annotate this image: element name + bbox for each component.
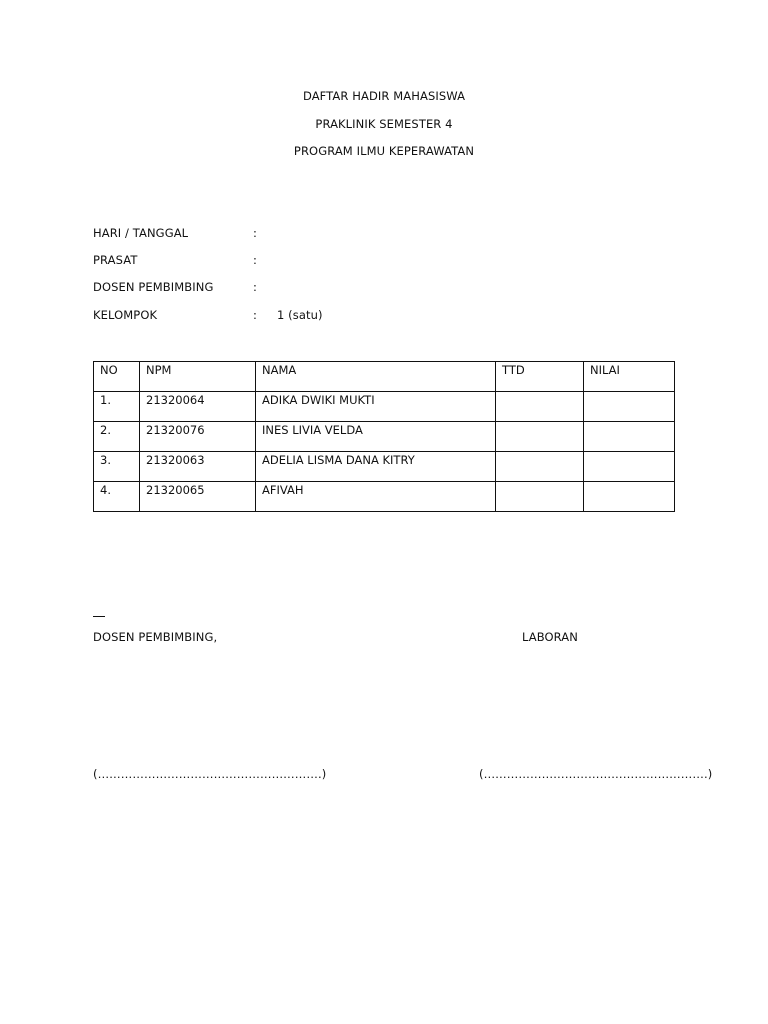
- signature-line-supervisor: (………………………………………………….): [93, 767, 327, 781]
- document-title: DAFTAR HADIR MAHASISWA: [302, 89, 466, 103]
- field-label-prasat: PRASAT: [93, 253, 138, 267]
- cell-nilai: [584, 482, 675, 512]
- document-program: PROGRAM ILMU KEPERAWATAN: [293, 144, 475, 158]
- header-no: NO: [94, 362, 140, 392]
- attendance-table: [93, 361, 675, 512]
- header-nilai: NILAI: [584, 362, 675, 392]
- cell-nilai: [584, 452, 675, 482]
- cell-nilai: [584, 422, 675, 452]
- cell-ttd: [496, 392, 584, 422]
- field-label-date: HARI / TANGGAL: [93, 226, 189, 240]
- table-row: [94, 452, 675, 482]
- cell-nama: ADELIA LISMA DANA KITRY: [256, 452, 496, 482]
- cell-npm: 21320064: [140, 392, 256, 422]
- field-colon: :: [253, 280, 257, 294]
- signature-title-supervisor: DOSEN PEMBIMBING,: [93, 630, 218, 644]
- cell-no: 3.: [94, 452, 140, 482]
- cell-no: 1.: [94, 392, 140, 422]
- cell-no: 4.: [94, 482, 140, 512]
- cell-npm: 21320076: [140, 422, 256, 452]
- cell-npm: 21320063: [140, 452, 256, 482]
- table-row: [94, 482, 675, 512]
- table-header-row: [94, 362, 675, 392]
- field-value-group: 1 (satu): [277, 308, 323, 322]
- cell-ttd: [496, 452, 584, 482]
- cell-ttd: [496, 422, 584, 452]
- cell-nilai: [584, 392, 675, 422]
- field-colon: :: [253, 226, 257, 240]
- cell-nama: AFIVAH: [256, 482, 496, 512]
- table-row: [94, 392, 675, 422]
- signature-line-laboran: (………………………………………………….): [479, 767, 713, 781]
- header-ttd: TTD: [496, 362, 584, 392]
- signature-title-laboran: LABORAN: [522, 630, 578, 644]
- cell-ttd: [496, 482, 584, 512]
- document-subtitle: PRAKLINIK SEMESTER 4: [315, 117, 453, 131]
- header-nama: NAMA: [256, 362, 496, 392]
- table-row: [94, 422, 675, 452]
- field-label-group: KELOMPOK: [93, 308, 158, 322]
- cell-nama: INES LIVIA VELDA: [256, 422, 496, 452]
- dash-divider: [93, 616, 105, 617]
- field-colon: :: [253, 308, 257, 322]
- header-npm: NPM: [140, 362, 256, 392]
- cell-npm: 21320065: [140, 482, 256, 512]
- field-colon: :: [253, 253, 257, 267]
- field-label-supervisor: DOSEN PEMBIMBING: [93, 280, 214, 294]
- cell-no: 2.: [94, 422, 140, 452]
- cell-nama: ADIKA DWIKI MUKTI: [256, 392, 496, 422]
